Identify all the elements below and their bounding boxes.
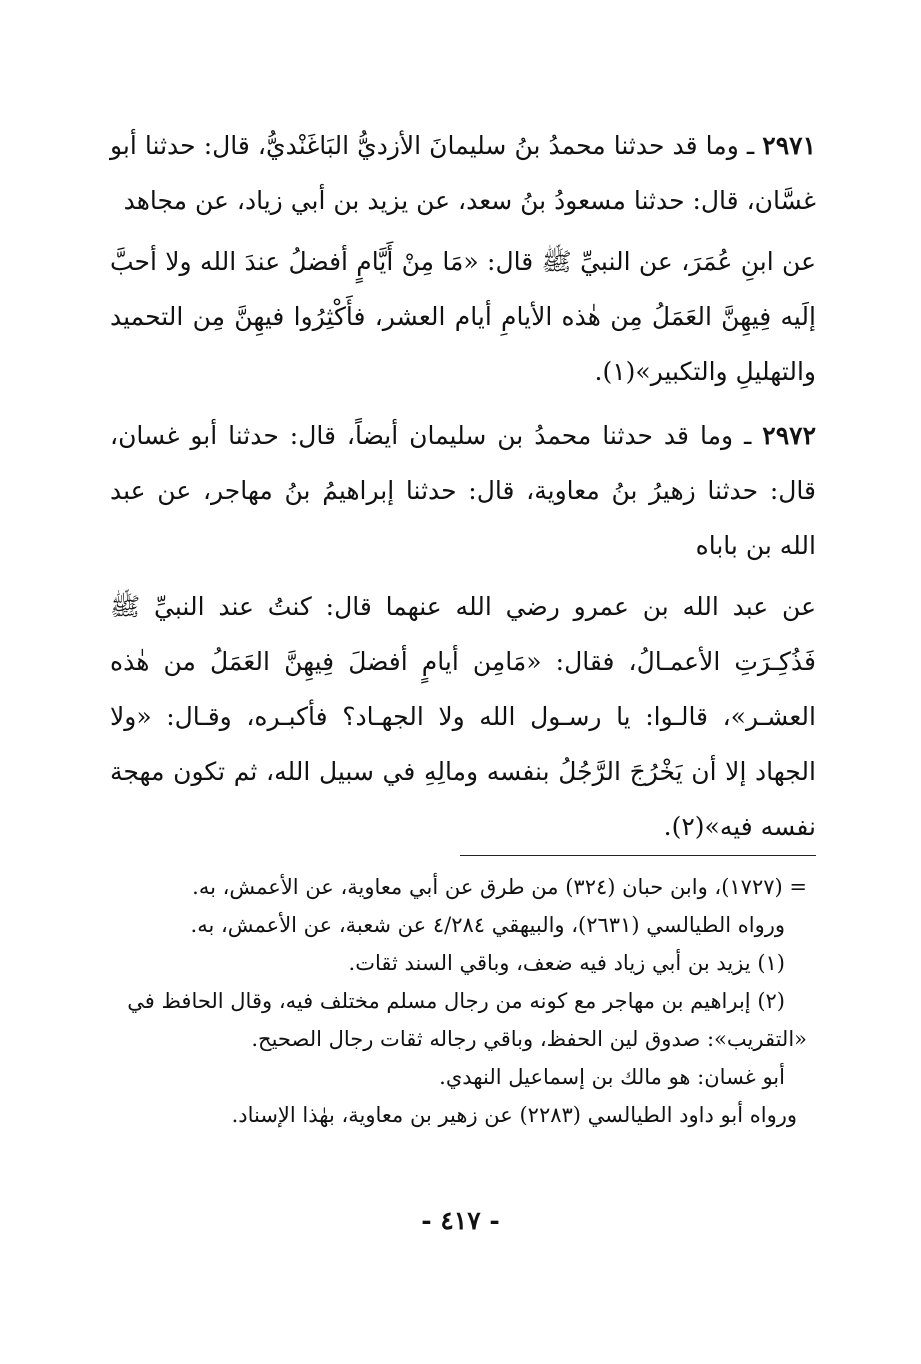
hadith-matn: عن ابنِ عُمَرَ، عن النبيِّ ﷺ قال: «مَا مِنْ أَيَّامٍ أفضلُ عندَ الله ولا أحبَّ إلَيه فِيهِنَّ العَمَلُ مِن هٰذه الأيامِ أيام العشر، فأَكْثِرُوا فيهِنَّ مِن التحميد والتهليلِ والتكبير»(١). bbox=[110, 247, 816, 386]
main-text bbox=[110, 118, 816, 854]
hadith-chain-text: ـ وما قد حدثنا محمدُ بن سليمان أيضاً، قال: حدثنا أبو غسان، قال: حدثنا زهيرُ بنُ معاوية، قال: حدثنا إبراهيمُ بنُ مهاجر، عن عبد الله بن باباه bbox=[110, 421, 816, 560]
footnote-separator bbox=[460, 855, 816, 856]
footnote-2-continuation: «التقريب»: صدوق لين الحفظ، وباقي رجاله ثقات رجال الصحيح. bbox=[251, 1027, 807, 1051]
footnote-1: (١) يزيد بن أبي زياد فيه ضعف، وباقي السند ثقات. bbox=[348, 951, 785, 975]
footnote-2: (٢) إبراهيم بن مهاجر مع كونه من رجال مسلم مختلف فيه، وقال الحافظ في bbox=[127, 989, 785, 1013]
hadith-2971 bbox=[110, 118, 816, 399]
hadith-chain bbox=[110, 408, 816, 573]
hadith-chain-text: ـ وما قد حدثنا محمدُ بنُ سليمانَ الأزديُّ البَاغَنْديُّ، قال: حدثنا أبو غسَّان، قال: حدثنا مسعودُ بنُ سعد، عن يزيد بن أبي زياد، عن مجاهد bbox=[110, 131, 816, 215]
page-number: - ٤١٧ - bbox=[421, 1206, 500, 1235]
hadith-chain bbox=[110, 118, 816, 228]
hadith-number: ٢٩٧١ bbox=[762, 131, 816, 160]
footnotes bbox=[127, 868, 811, 1134]
hadith-2972 bbox=[110, 408, 816, 854]
hadith-matn: عن عبد الله بن عمرو رضي الله عنهما قال: كنتُ عند النبيِّ ﷺ فَذُكِـرَتِ الأعمـالُ، فقال: «مَامِن أيامٍ أفضلَ فِيهِنَّ العَمَلُ من هٰذه العشـر»، قالـوا: يا رسـول الله ولا الجهـاد؟ فأكبـره، وقـال: «ولا الجهاد إلا أن يَخْرُجَ الرَّجُلُ بنفسه ومالِهِ في سبيل الله، ثم تكون مهجة نفسه فيه»(٢). bbox=[110, 592, 816, 841]
footnote-2-continuation: أبو غسان: هو مالك بن إسماعيل النهدي. bbox=[439, 1065, 785, 1089]
footnote-continuation: = (١٧٢٧)، وابن حبان (٣٢٤) من طرق عن أبي معاوية، عن الأعمش، به. bbox=[192, 875, 807, 899]
hadith-number: ٢٩٧٢ bbox=[762, 421, 816, 450]
footnote-2-continuation: ورواه أبو داود الطيالسي (٢٢٨٣) عن زهير بن معاوية، بهٰذا الإسناد. bbox=[231, 1103, 797, 1127]
footnote-continuation: ورواه الطيالسي (٢٦٣١)، والبيهقي ٤/٢٨٤ عن شعبة، عن الأعمش، به. bbox=[190, 913, 785, 937]
